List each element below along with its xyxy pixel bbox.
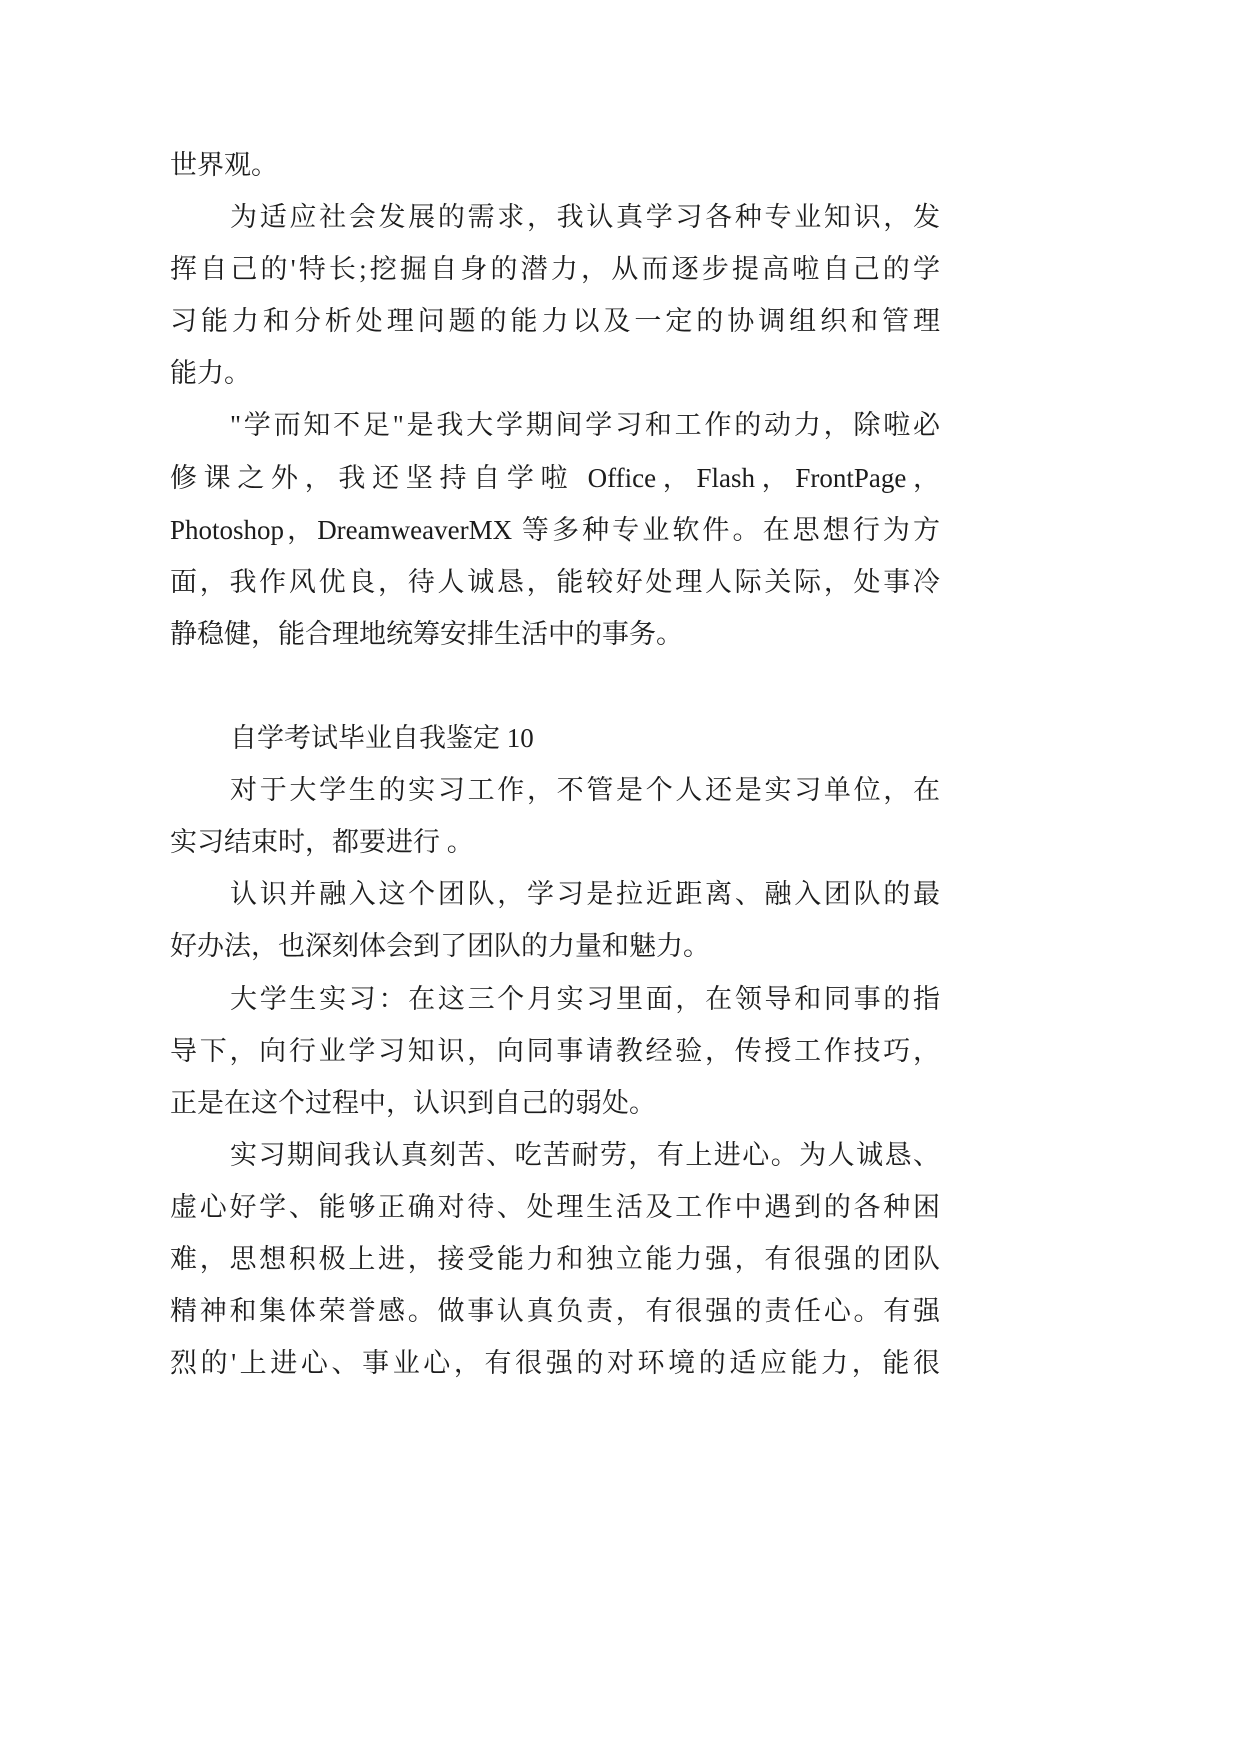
text-line: 为适应社会发展的需求，我认真学习各种专业知识，发	[230, 202, 940, 233]
text-line: Photoshop，DreamweaverMX 等多种专业软件。在思想行为方	[170, 514, 940, 545]
text-line: 认识并融入这个团队，学习是拉近距离、融入团队的最	[230, 879, 940, 910]
text-line: 烈的'上进心、事业心，有很强的对环境的适应能力，能很	[170, 1348, 940, 1379]
text-line: 正是在这个过程中，认识到自己的弱处。	[170, 1087, 656, 1118]
text-line: 挥自己的'特长;挖掘自身的潜力，从而逐步提高啦自己的学	[170, 254, 940, 285]
text-line: 习能力和分析处理问题的能力以及一定的协调组织和管理	[170, 306, 940, 337]
document-section	[170, 139, 940, 660]
text-line: "学而知不足"是我大学期间学习和工作的动力，除啦必	[230, 410, 940, 441]
text-line: 难，思想积极上进，接受能力和独立能力强，有很强的团队	[170, 1243, 940, 1274]
text-line: 对于大学生的实习工作，不管是个人还是实习单位，在	[230, 775, 940, 806]
text-line: 世界观。	[170, 150, 278, 180]
text-line: 好办法，也深刻体会到了团队的力量和魅力。	[170, 931, 710, 962]
text-line: 导下，向行业学习知识，向同事请教经验，传授工作技巧，	[170, 1035, 940, 1066]
text-line: 面，我作风优良，待人诚恳，能较好处理人际关际，处事冷	[170, 566, 940, 597]
paragraph	[170, 973, 940, 1129]
text-line: 实习期间我认真刻苦、吃苦耐劳，有上进心。为人诚恳、	[230, 1139, 940, 1170]
paragraph	[170, 191, 940, 399]
document-body	[170, 139, 940, 1389]
text-line: 静稳健，能合理地统筹安排生活中的事务。	[170, 618, 683, 649]
paragraph	[170, 868, 940, 972]
section-heading: 自学考试毕业自我鉴定 10	[230, 723, 534, 754]
text-line: 修课之外，我还坚持自学啦 Office，Flash，FrontPage，	[170, 462, 940, 493]
paragraph	[170, 1129, 940, 1389]
text-line: 精神和集体荣誉感。做事认真负责，有很强的责任心。有强	[170, 1296, 940, 1327]
paragraph	[170, 139, 940, 191]
document-section	[170, 712, 940, 1389]
text-line: 实习结束时，都要进行 。	[170, 827, 474, 858]
text-line: 大学生实习：在这三个月实习里面，在领导和同事的指	[230, 983, 940, 1014]
paragraph	[170, 399, 940, 659]
text-line: 虚心好学、能够正确对待、处理生活及工作中遇到的各种困	[170, 1191, 940, 1222]
text-line: 能力。	[170, 358, 251, 389]
paragraph	[170, 764, 940, 868]
